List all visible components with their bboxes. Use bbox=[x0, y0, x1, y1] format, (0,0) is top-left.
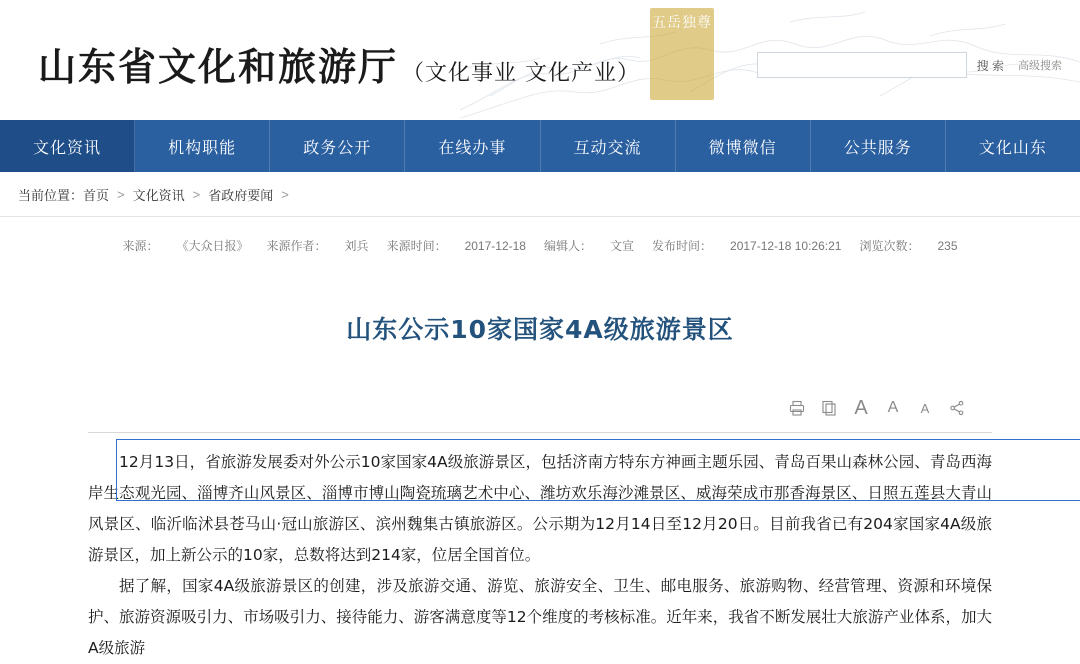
breadcrumb bbox=[0, 172, 1080, 217]
nav-item-wenhuashandong[interactable]: 文化山东 bbox=[978, 137, 1047, 157]
article-toolbar bbox=[60, 356, 1020, 422]
breadcrumb-separator: > bbox=[192, 186, 201, 202]
seal-stamp-icon: 五岳独尊 bbox=[650, 8, 714, 100]
meta-views-label: 浏览次数： bbox=[859, 239, 920, 253]
nav-item-weibaweixin[interactable]: 微博微信 bbox=[676, 120, 811, 172]
advanced-search-link[interactable]: 高级搜索 bbox=[1018, 60, 1062, 72]
article-body-wrapper bbox=[60, 433, 1020, 664]
breadcrumb-separator: > bbox=[281, 186, 289, 202]
search-box[interactable] bbox=[757, 52, 967, 78]
article-title: 山东公示10家国家4A级旅游景区 bbox=[346, 315, 734, 344]
breadcrumb-label: 当前位置： bbox=[18, 187, 84, 203]
meta-author-value: 刘兵 bbox=[344, 239, 369, 253]
meta-publish-value: 2017-12-18 10:26:21 bbox=[730, 238, 842, 253]
nav-item-hudongjiaoliu[interactable]: 互动交流 bbox=[541, 120, 676, 172]
nav-item-jigouzhineng[interactable]: 机构职能 bbox=[135, 120, 270, 172]
share-icon[interactable] bbox=[942, 394, 972, 422]
meta-source-value: 《大众日报》 bbox=[176, 239, 249, 253]
meta-author-label: 来源作者： bbox=[266, 239, 327, 253]
article-meta bbox=[60, 217, 1020, 262]
search-button[interactable]: 搜 索 bbox=[976, 58, 1004, 73]
print-icon[interactable] bbox=[782, 394, 812, 422]
site-title-main: 山东省文化和旅游厅 bbox=[38, 44, 399, 89]
article-paragraph: 12月13日，省旅游发展委对外公示10家国家4A级旅游景区，包括济南方特东方神画主题乐园、青岛百果山森林公园、青岛西海岸生态观光园、淄博齐山风景区、淄博市博山陶瓷琉璃艺术中心、潍坊欢乐海沙滩景区、威海荣成市那香海景区、日照五莲县大青山风景区、临沂临沭县苍马山·冠山旅游区、滨州魏集古镇旅游区。公示期为12月14日至12月20日。目前我省已有204家国家4A级旅游景区，加上新公示的10家，总数将达到214家，位居全国首位。 bbox=[88, 453, 992, 564]
font-small-icon[interactable]: A bbox=[920, 400, 930, 416]
search-area bbox=[757, 52, 1062, 78]
breadcrumb-separator: > bbox=[117, 186, 125, 202]
font-medium-icon[interactable]: A bbox=[887, 399, 899, 416]
breadcrumb-item-provincial[interactable]: 省政府要闻 bbox=[208, 187, 274, 203]
site-title bbox=[38, 36, 640, 91]
meta-source-label: 来源： bbox=[122, 239, 159, 253]
nav-item-wenhuazixun[interactable]: 文化资讯 bbox=[0, 120, 135, 172]
site-title-sub: （文化事业 文化产业） bbox=[402, 61, 641, 86]
copy-icon[interactable] bbox=[814, 394, 844, 422]
meta-publish-label: 发布时间： bbox=[652, 239, 713, 253]
article-body bbox=[60, 433, 1020, 664]
article-paragraph: 据了解，国家4A级旅游景区的创建，涉及旅游交通、游览、旅游安全、卫生、邮电服务、旅游购物、经营管理、资源和环境保护、旅游资源吸引力、市场吸引力、接待能力、游客满意度等12个维度的考核标准。近年来，我省不断发展壮大旅游产业体系，加大A级旅游 bbox=[88, 577, 992, 657]
meta-source-time-label: 来源时间： bbox=[386, 239, 447, 253]
article bbox=[0, 217, 1080, 664]
nav-item-zaixianbanshi[interactable]: 在线办事 bbox=[405, 120, 540, 172]
meta-views-value: 235 bbox=[937, 238, 958, 253]
breadcrumb-item-home[interactable]: 首页 bbox=[83, 187, 110, 203]
meta-source-time-value: 2017-12-18 bbox=[464, 238, 526, 253]
site-header bbox=[0, 0, 1080, 120]
meta-editor-label: 编辑人： bbox=[543, 239, 592, 253]
font-large-icon[interactable]: A bbox=[854, 396, 868, 419]
breadcrumb-item-news[interactable]: 文化资讯 bbox=[132, 187, 185, 203]
main-navigation bbox=[0, 120, 1080, 172]
nav-item-zhengwugongkai[interactable]: 政务公开 bbox=[270, 120, 405, 172]
search-input[interactable] bbox=[758, 53, 966, 77]
meta-editor-value: 文宣 bbox=[609, 239, 634, 253]
nav-item-gonggongfuwu[interactable]: 公共服务 bbox=[811, 120, 946, 172]
